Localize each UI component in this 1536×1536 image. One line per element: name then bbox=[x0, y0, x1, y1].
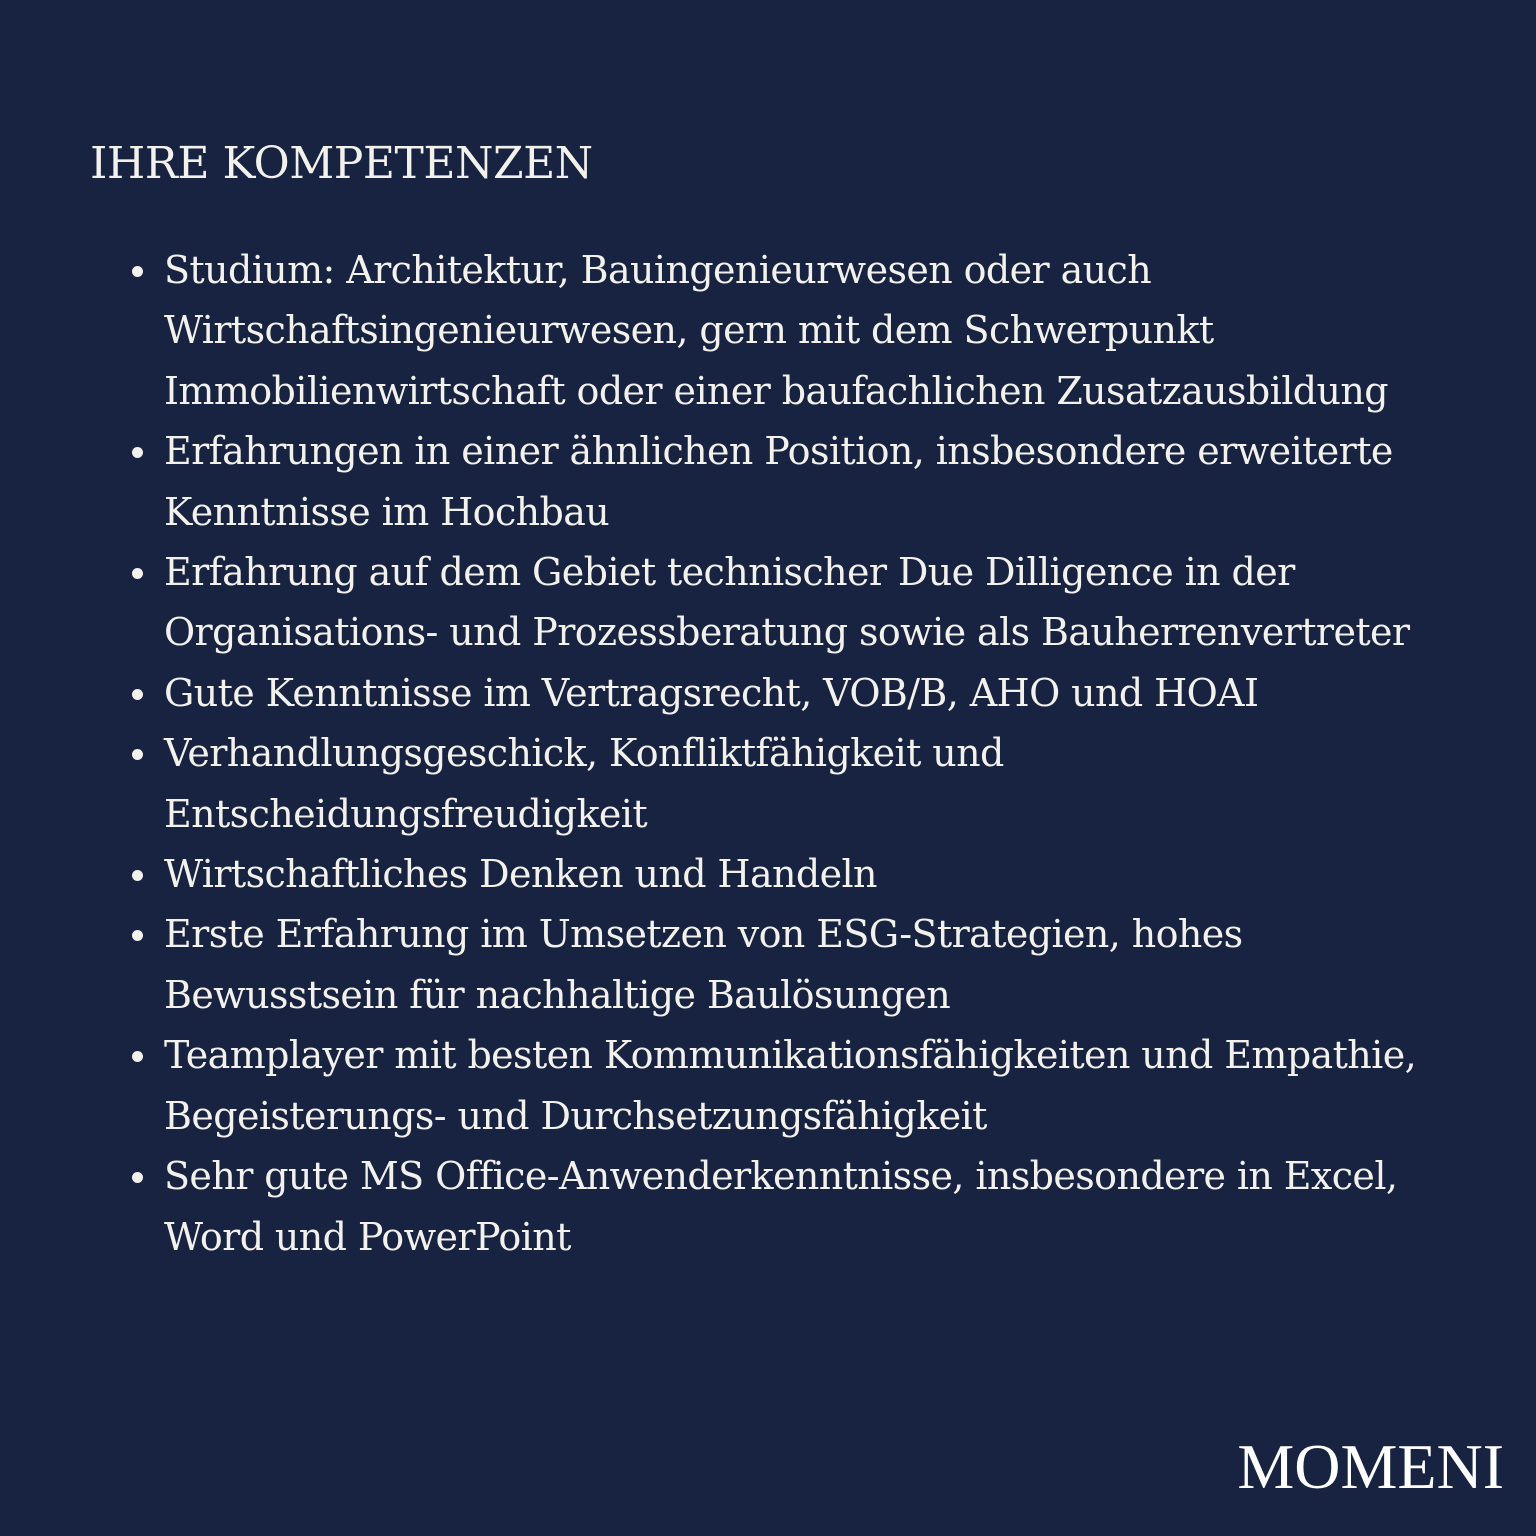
list-item bbox=[128, 542, 1448, 663]
bullet-icon bbox=[132, 1051, 143, 1062]
list-item-text: Erfahrungen in einer ähnlichen Position, insbesondere erweiterte Kenntnisse im Hochbau bbox=[164, 429, 1393, 534]
list-item-text: Gute Kenntnisse im Vertragsrecht, VOB/B, AHO und HOAI bbox=[164, 670, 1259, 715]
list-item bbox=[128, 421, 1448, 542]
list-item bbox=[128, 1025, 1448, 1146]
bullet-icon bbox=[132, 930, 143, 941]
list-item bbox=[128, 663, 1448, 723]
bullet-icon bbox=[132, 689, 143, 700]
list-item bbox=[128, 904, 1448, 1025]
bullet-icon bbox=[132, 870, 143, 881]
bullet-icon bbox=[132, 749, 143, 760]
list-item bbox=[128, 844, 1448, 904]
bullet-icon bbox=[132, 1172, 143, 1183]
page-title: IHRE KOMPETENZEN bbox=[90, 138, 593, 189]
list-item-text: Studium: Architektur, Bauingenieurwesen oder auch Wirtschaftsingenieurwesen, gern mit dem Schwerpunkt Immobilienwirtschaft oder einer baufachlichen Zusatzausbildung bbox=[164, 248, 1388, 413]
bullet-icon bbox=[132, 266, 143, 277]
list-item-text: Erste Erfahrung im Umsetzen von ESG-Strategien, hohes Bewusstsein für nachhaltige Baulösungen bbox=[164, 912, 1243, 1017]
list-item bbox=[128, 1146, 1448, 1267]
list-item-text: Wirtschaftliches Denken und Handeln bbox=[164, 852, 877, 897]
competencies-list bbox=[128, 240, 1448, 1267]
bullet-icon bbox=[132, 568, 143, 579]
list-item bbox=[128, 240, 1448, 421]
list-item-text: Erfahrung auf dem Gebiet technischer Due Dilligence in der Organisations- und Prozessberatung sowie als Bauherrenvertreter bbox=[164, 550, 1410, 655]
bullet-icon bbox=[132, 447, 143, 458]
list-item bbox=[128, 723, 1448, 844]
brand-logo: MOMENI bbox=[1237, 1431, 1504, 1502]
list-item-text: Verhandlungsgeschick, Konfliktfähigkeit und Entscheidungsfreudigkeit bbox=[164, 731, 1004, 836]
list-item-text: Teamplayer mit besten Kommunikationsfähigkeiten und Empathie, Begeisterungs- und Durchsetzungsfähigkeit bbox=[164, 1033, 1417, 1138]
list-item-text: Sehr gute MS Office-Anwenderkenntnisse, insbesondere in Excel, Word und PowerPoint bbox=[164, 1154, 1398, 1259]
